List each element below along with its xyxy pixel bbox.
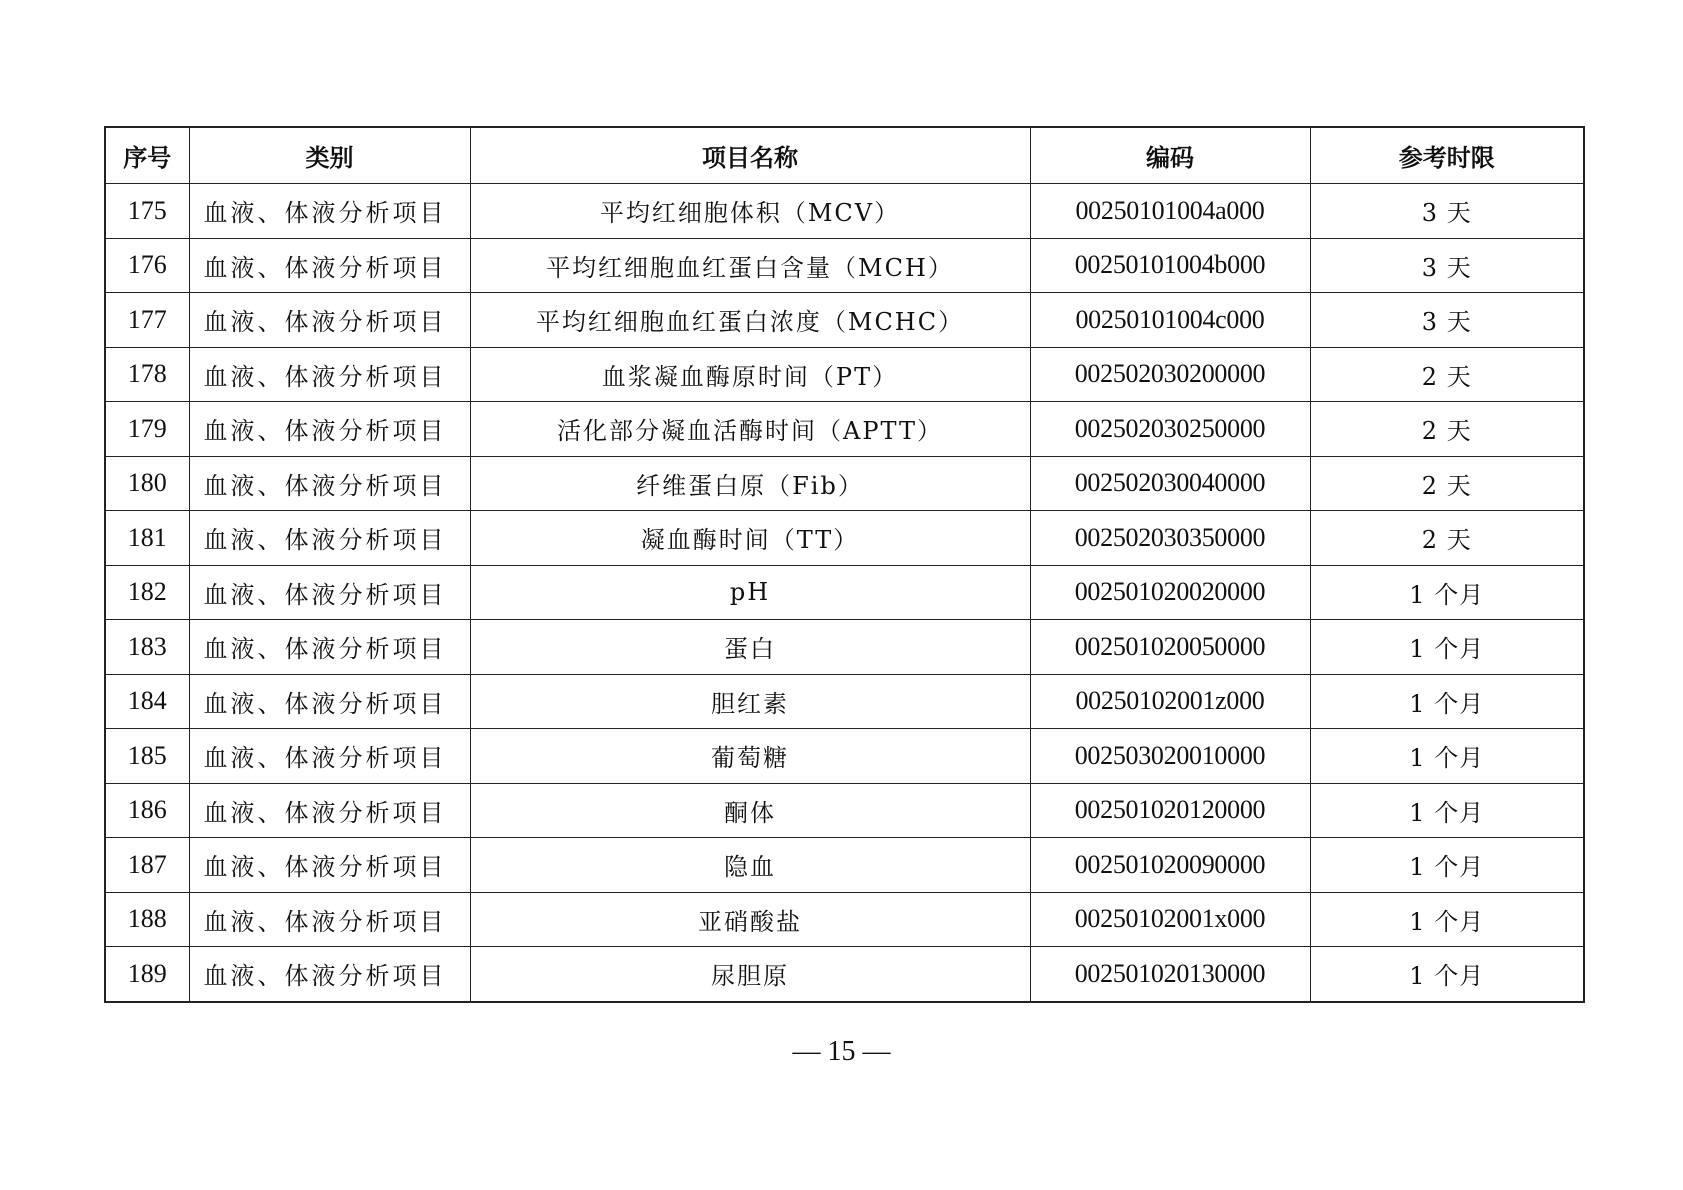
cell-seq: 181 xyxy=(105,511,189,566)
cell-reference-limit: 1 个月 xyxy=(1310,892,1584,947)
cell-seq: 184 xyxy=(105,674,189,729)
header-reference-limit: 参考时限 xyxy=(1310,127,1584,184)
table-row xyxy=(105,620,1584,675)
header-code: 编码 xyxy=(1030,127,1310,184)
cell-seq: 187 xyxy=(105,838,189,893)
cell-category: 血液、体液分析项目 xyxy=(189,511,470,566)
cell-category: 血液、体液分析项目 xyxy=(189,838,470,893)
cell-category: 血液、体液分析项目 xyxy=(189,293,470,348)
cell-code: 00250102001z000 xyxy=(1030,674,1310,729)
cell-code: 002502030040000 xyxy=(1030,456,1310,511)
header-item-name: 项目名称 xyxy=(470,127,1030,184)
table-row xyxy=(105,511,1584,566)
cell-seq: 182 xyxy=(105,565,189,620)
cell-seq: 186 xyxy=(105,783,189,838)
table-row xyxy=(105,674,1584,729)
table-row xyxy=(105,565,1584,620)
cell-item-name: 亚硝酸盐 xyxy=(470,892,1030,947)
cell-item-name: 酮体 xyxy=(470,783,1030,838)
table-row xyxy=(105,892,1584,947)
cell-code: 002501020020000 xyxy=(1030,565,1310,620)
table-row xyxy=(105,838,1584,893)
table-row xyxy=(105,293,1584,348)
cell-reference-limit: 2 天 xyxy=(1310,402,1584,457)
cell-reference-limit: 3 天 xyxy=(1310,238,1584,293)
cell-code: 002502030200000 xyxy=(1030,347,1310,402)
cell-reference-limit: 1 个月 xyxy=(1310,947,1584,1002)
cell-reference-limit: 1 个月 xyxy=(1310,674,1584,729)
cell-item-name: 胆红素 xyxy=(470,674,1030,729)
cell-seq: 176 xyxy=(105,238,189,293)
cell-reference-limit: 3 天 xyxy=(1310,293,1584,348)
cell-code: 00250101004c000 xyxy=(1030,293,1310,348)
cell-category: 血液、体液分析项目 xyxy=(189,456,470,511)
cell-reference-limit: 1 个月 xyxy=(1310,783,1584,838)
cell-seq: 177 xyxy=(105,293,189,348)
cell-category: 血液、体液分析项目 xyxy=(189,674,470,729)
cell-category: 血液、体液分析项目 xyxy=(189,892,470,947)
cell-reference-limit: 2 天 xyxy=(1310,456,1584,511)
cell-category: 血液、体液分析项目 xyxy=(189,402,470,457)
cell-item-name: 平均红细胞体积（MCV） xyxy=(470,184,1030,239)
cell-item-name: pH xyxy=(470,565,1030,620)
cell-item-name: 血浆凝血酶原时间（PT） xyxy=(470,347,1030,402)
cell-item-name: 纤维蛋白原（Fib） xyxy=(470,456,1030,511)
cell-category: 血液、体液分析项目 xyxy=(189,947,470,1002)
cell-code: 00250101004b000 xyxy=(1030,238,1310,293)
cell-item-name: 隐血 xyxy=(470,838,1030,893)
cell-seq: 178 xyxy=(105,347,189,402)
cell-category: 血液、体液分析项目 xyxy=(189,565,470,620)
cell-reference-limit: 1 个月 xyxy=(1310,620,1584,675)
cell-reference-limit: 2 天 xyxy=(1310,347,1584,402)
table-row xyxy=(105,783,1584,838)
cell-code: 002502030350000 xyxy=(1030,511,1310,566)
cell-category: 血液、体液分析项目 xyxy=(189,729,470,784)
cell-code: 002503020010000 xyxy=(1030,729,1310,784)
cell-reference-limit: 3 天 xyxy=(1310,184,1584,239)
table-row xyxy=(105,238,1584,293)
cell-seq: 179 xyxy=(105,402,189,457)
page-number: — 15 — xyxy=(792,1036,891,1067)
cell-code: 00250101004a000 xyxy=(1030,184,1310,239)
cell-code: 002501020050000 xyxy=(1030,620,1310,675)
cell-category: 血液、体液分析项目 xyxy=(189,184,470,239)
header-category: 类别 xyxy=(189,127,470,184)
cell-item-name: 活化部分凝血活酶时间（APTT） xyxy=(470,402,1030,457)
cell-item-name: 凝血酶时间（TT） xyxy=(470,511,1030,566)
cell-item-name: 尿胆原 xyxy=(470,947,1030,1002)
cell-code: 00250102001x000 xyxy=(1030,892,1310,947)
cell-code: 002501020120000 xyxy=(1030,783,1310,838)
cell-code: 002501020130000 xyxy=(1030,947,1310,1002)
cell-item-name: 蛋白 xyxy=(470,620,1030,675)
table-row xyxy=(105,184,1584,239)
cell-item-name: 葡萄糖 xyxy=(470,729,1030,784)
cell-category: 血液、体液分析项目 xyxy=(189,620,470,675)
table-row xyxy=(105,947,1584,1002)
cell-seq: 180 xyxy=(105,456,189,511)
cell-seq: 189 xyxy=(105,947,189,1002)
cell-item-name: 平均红细胞血红蛋白浓度（MCHC） xyxy=(470,293,1030,348)
lab-items-table xyxy=(104,126,1585,1003)
cell-reference-limit: 2 天 xyxy=(1310,511,1584,566)
cell-seq: 185 xyxy=(105,729,189,784)
table-row xyxy=(105,729,1584,784)
table-body xyxy=(105,184,1584,1002)
table-row xyxy=(105,347,1584,402)
cell-reference-limit: 1 个月 xyxy=(1310,838,1584,893)
cell-item-name: 平均红细胞血红蛋白含量（MCH） xyxy=(470,238,1030,293)
cell-code: 002501020090000 xyxy=(1030,838,1310,893)
cell-seq: 175 xyxy=(105,184,189,239)
cell-category: 血液、体液分析项目 xyxy=(189,347,470,402)
cell-seq: 183 xyxy=(105,620,189,675)
cell-category: 血液、体液分析项目 xyxy=(189,238,470,293)
cell-reference-limit: 1 个月 xyxy=(1310,729,1584,784)
document-page xyxy=(104,126,1583,1003)
table-row xyxy=(105,402,1584,457)
cell-category: 血液、体液分析项目 xyxy=(189,783,470,838)
cell-reference-limit: 1 个月 xyxy=(1310,565,1584,620)
cell-code: 002502030250000 xyxy=(1030,402,1310,457)
header-seq: 序号 xyxy=(105,127,189,184)
table-row xyxy=(105,456,1584,511)
table-header-row xyxy=(105,127,1584,184)
cell-seq: 188 xyxy=(105,892,189,947)
